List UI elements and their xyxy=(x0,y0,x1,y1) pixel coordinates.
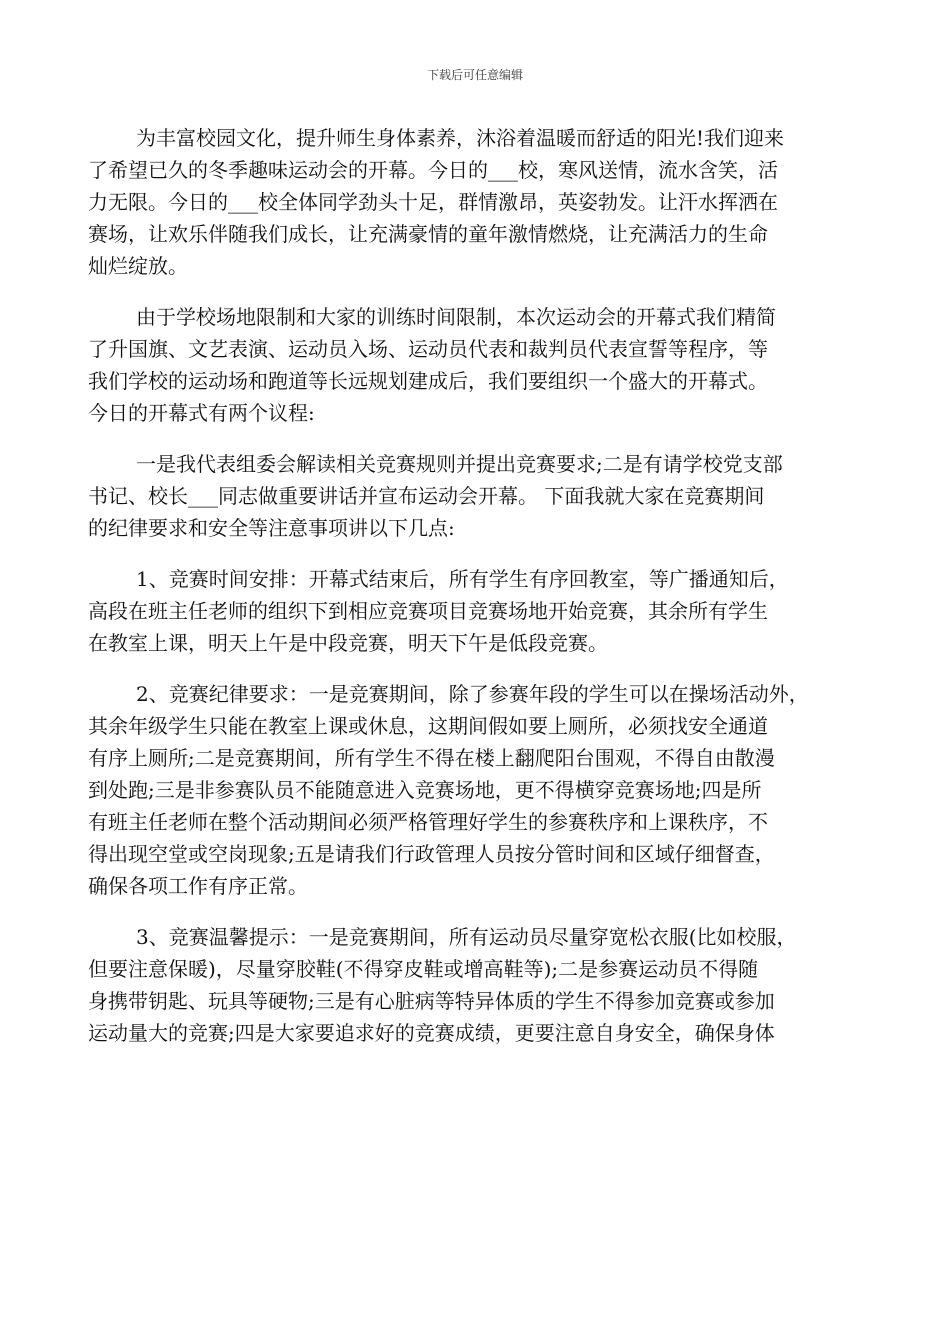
paragraph-line: 有班主任老师在整个活动期间必须严格管理好学生的参赛秩序和上课秩序，不 xyxy=(88,810,768,834)
paragraph-2 xyxy=(88,301,863,429)
paragraph-line: 身携带钥匙、玩具等硬物;三是有心脏病等特异体质的学生不得参加竞赛或参加 xyxy=(88,989,775,1013)
paragraph-line: 的纪律要求和安全等注意事项讲以下几点: xyxy=(88,516,455,540)
paragraph-line: 有序上厕所;二是竞赛期间，所有学生不得在楼上翻爬阳台围观，不得自由散漫 xyxy=(88,746,775,770)
paragraph-line: 2、竞赛纪律要求：一是竞赛期间，除了参赛年段的学生可以在操场活动外， xyxy=(136,682,809,706)
paragraph-line: 高段在班主任老师的组织下到相应竞赛项目竞赛场地开始竞赛，其余所有学生 xyxy=(88,599,768,623)
paragraph-4 xyxy=(88,563,863,659)
paragraph-line: 运动量大的竞赛;四是大家要追求好的竞赛成绩，更要注意自身安全，确保身体 xyxy=(88,1021,775,1045)
paragraph-line: 3、竞赛温馨提示：一是竞赛期间，所有运动员尽量穿宽松衣服(比如校服， xyxy=(136,925,797,949)
paragraph-line: 赛场，让欢乐伴随我们成长，让充满豪情的童年激情燃烧，让充满活力的生命 xyxy=(88,222,768,246)
paragraph-line: 其余年级学生只能在教室上课或休息，这期间假如要上厕所，必须找安全通道 xyxy=(88,714,768,738)
paragraph-line: 力无限。今日的___校全体同学劲头十足，群情激昂，英姿勃发。让汗水挥洒在 xyxy=(88,190,778,214)
paragraph-line: 1、竞赛时间安排：开幕式结束后，所有学生有序回教室，等广播通知后， xyxy=(136,567,789,591)
paragraph-line: 我们学校的运动场和跑道等长远规划建成后，我们要组织一个盛大的开幕式。 xyxy=(88,369,768,393)
paragraph-5 xyxy=(88,678,863,902)
paragraph-6 xyxy=(88,921,863,1049)
paragraph-line: 到处跑;三是非参赛队员不能随意进入竞赛场地，更不得横穿竞赛场地;四是所 xyxy=(88,778,762,802)
paragraph-line: 为丰富校园文化，提升师生身体素养，沐浴着温暖而舒适的阳光!我们迎来 xyxy=(136,126,785,150)
paragraph-line: 灿烂绽放。 xyxy=(88,254,188,278)
document-body xyxy=(88,122,863,1068)
paragraph-line: 由于学校场地限制和大家的训练时间限制，本次运动会的开幕式我们精简 xyxy=(136,305,776,329)
paragraph-line: 但要注意保暖)，尽量穿胶鞋(不得穿皮鞋或增高鞋等);二是参赛运动员不得随 xyxy=(88,957,759,981)
page-header: 下载后可任意编辑 xyxy=(426,68,523,82)
paragraph-line: 了希望已久的冬季趣味运动会的开幕。今日的___校，寒风送情，流水含笑，活 xyxy=(88,158,778,182)
paragraph-3 xyxy=(88,448,863,544)
paragraph-1 xyxy=(88,122,863,282)
paragraph-line: 书记、校长___同志做重要讲话并宣布运动会开幕。 下面我就大家在竞赛期间 xyxy=(88,484,765,508)
paragraph-line: 一是我代表组委会解读相关竞赛规则并提出竞赛要求;二是有请学校党支部 xyxy=(136,452,783,476)
paragraph-line: 了升国旗、文艺表演、运动员入场、运动员代表和裁判员代表宣誓等程序，等 xyxy=(88,337,768,361)
paragraph-line: 在教室上课，明天上午是中段竞赛，明天下午是低段竞赛。 xyxy=(88,631,608,655)
paragraph-line: 确保各项工作有序正常。 xyxy=(88,874,308,898)
paragraph-line: 得出现空堂或空岗现象;五是请我们行政管理人员按分管时间和区域仔细督查， xyxy=(88,842,775,866)
paragraph-line: 今日的开幕式有两个议程: xyxy=(88,401,315,425)
